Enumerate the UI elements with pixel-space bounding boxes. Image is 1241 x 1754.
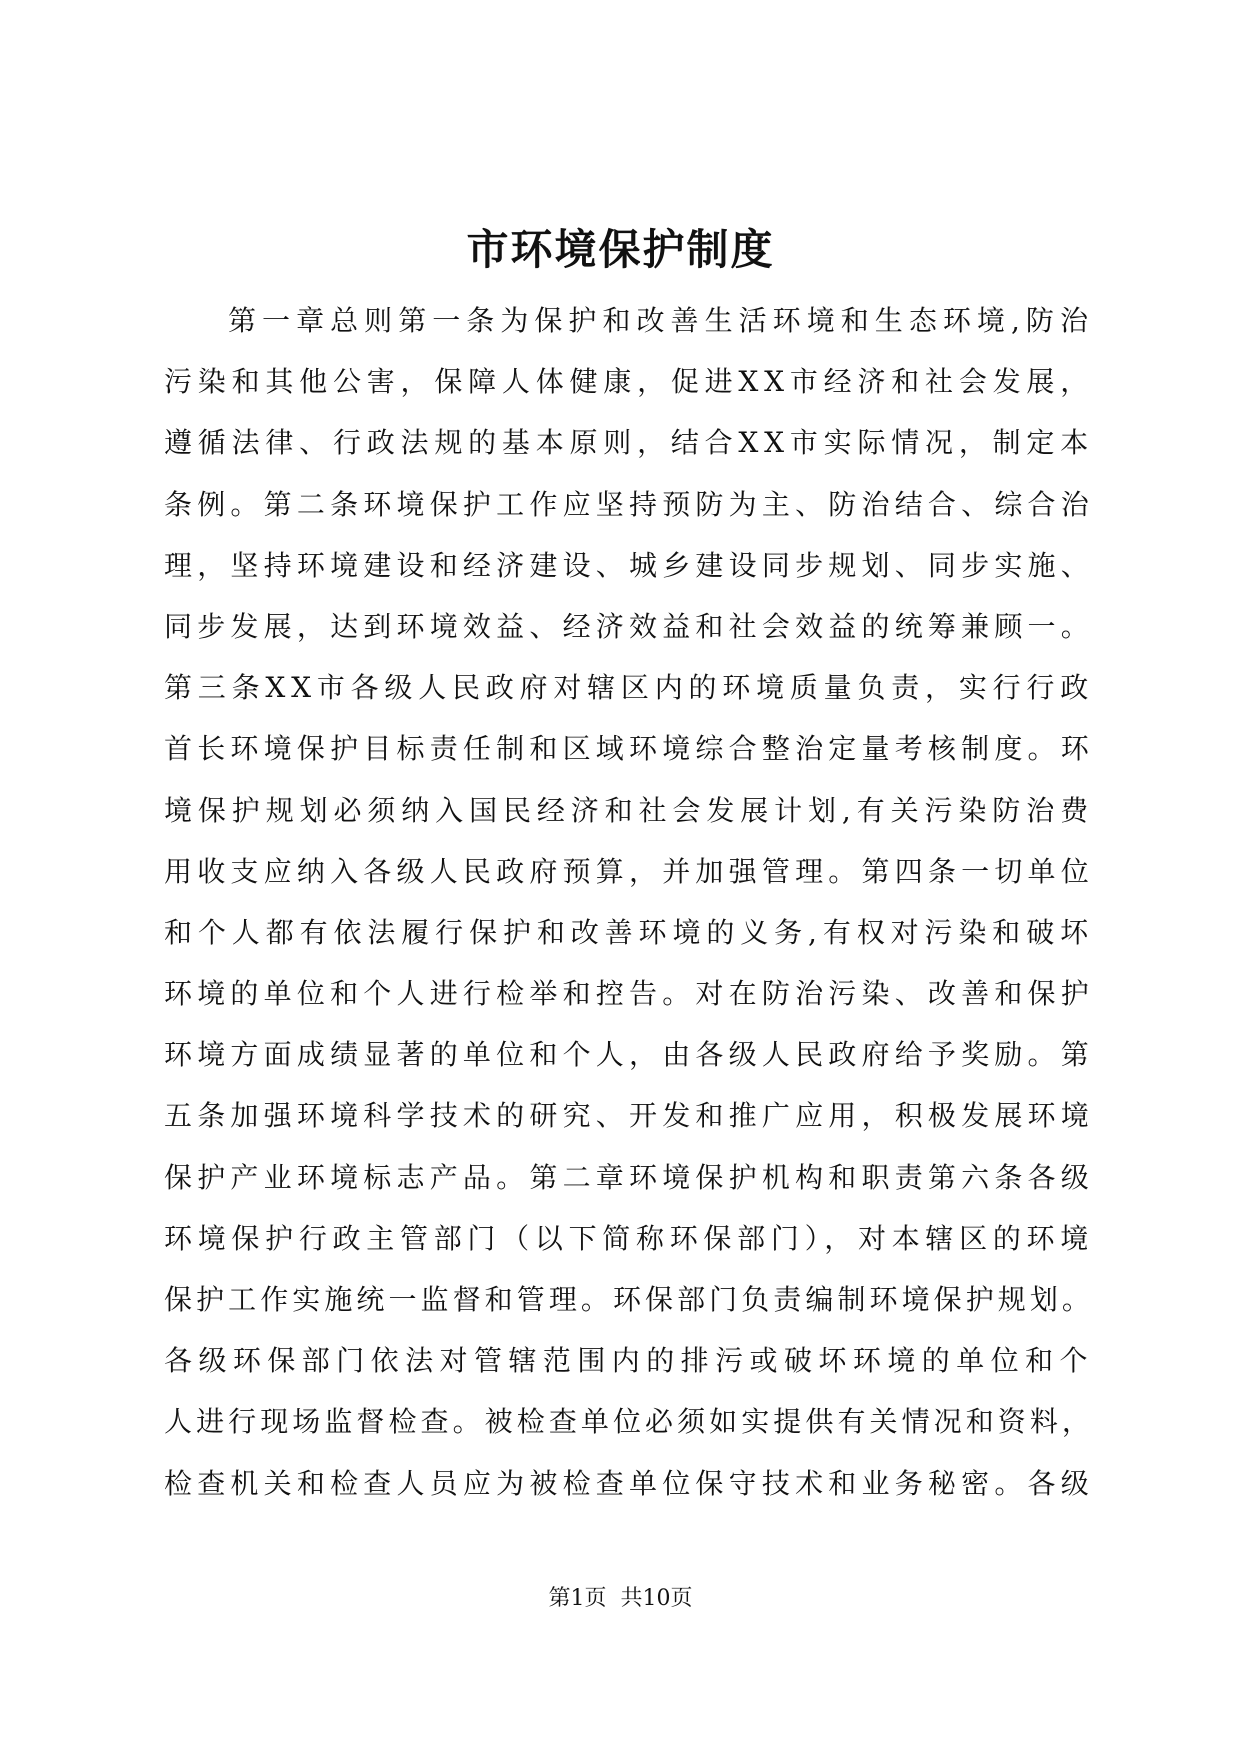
body-line: 保护产业环境标志产品。第二章环境保护机构和职责第六条各级 (164, 1160, 1094, 1194)
page-footer (0, 1584, 1241, 1614)
body-line: 人进行现场监督检查。被检查单位必须如实提供有关情况和资料， (164, 1405, 1094, 1439)
page-number: 第1页 (548, 1586, 607, 1611)
page-total: 共10页 (620, 1586, 693, 1611)
body-line: 五条加强环境科学技术的研究、开发和推广应用，积极发展环境 (164, 1099, 1094, 1133)
body-line: 第三条XX市各级人民政府对辖区内的环境质量负责，实行行政 (164, 671, 1094, 705)
body-line: 遵循法律、行政法规的基本原则，结合XX市实际情况，制定本 (164, 426, 1094, 460)
body-line: 污染和其他公害，保障人体健康，促进XX市经济和社会发展， (164, 365, 1094, 399)
body-line: 用收支应纳入各级人民政府预算，并加强管理。第四条一切单位 (164, 854, 1094, 888)
body-line: 理，坚持环境建设和经济建设、城乡建设同步规划、同步实施、 (164, 548, 1094, 582)
body-line: 各级环保部门依法对管辖范围内的排污或破坏环境的单位和个 (164, 1344, 1094, 1378)
body-line: 环境的单位和个人进行检举和控告。对在防治污染、改善和保护 (164, 977, 1094, 1011)
body-line: 同步发展，达到环境效益、经济效益和社会效益的统筹兼顾一。 (164, 609, 1094, 643)
body-line: 检查机关和检查人员应为被检查单位保守技术和业务秘密。各级 (164, 1466, 1094, 1500)
body-line: 第一章总则第一条为保护和改善生活环境和生态环境,防治 (228, 304, 1094, 337)
body-line: 和个人都有依法履行保护和改善环境的义务,有权对污染和破坏 (164, 915, 1094, 949)
body-line: 首长环境保护目标责任制和区域环境综合整治定量考核制度。环 (164, 732, 1094, 766)
body-line: 环境保护行政主管部门（以下简称环保部门），对本辖区的环境 (164, 1221, 1094, 1255)
body-line: 境保护规划必须纳入国民经济和社会发展计划,有关污染防治费 (164, 793, 1094, 827)
body-line: 保护工作实施统一监督和管理。环保部门负责编制环境保护规划。 (164, 1283, 1094, 1316)
body-line: 环境方面成绩显著的单位和个人，由各级人民政府给予奖励。第 (164, 1038, 1094, 1072)
body-line: 条例。第二条环境保护工作应坚持预防为主、防治结合、综合治 (164, 487, 1094, 521)
document-title: 市环境保护制度 (466, 225, 775, 274)
document-body (164, 290, 1094, 1514)
